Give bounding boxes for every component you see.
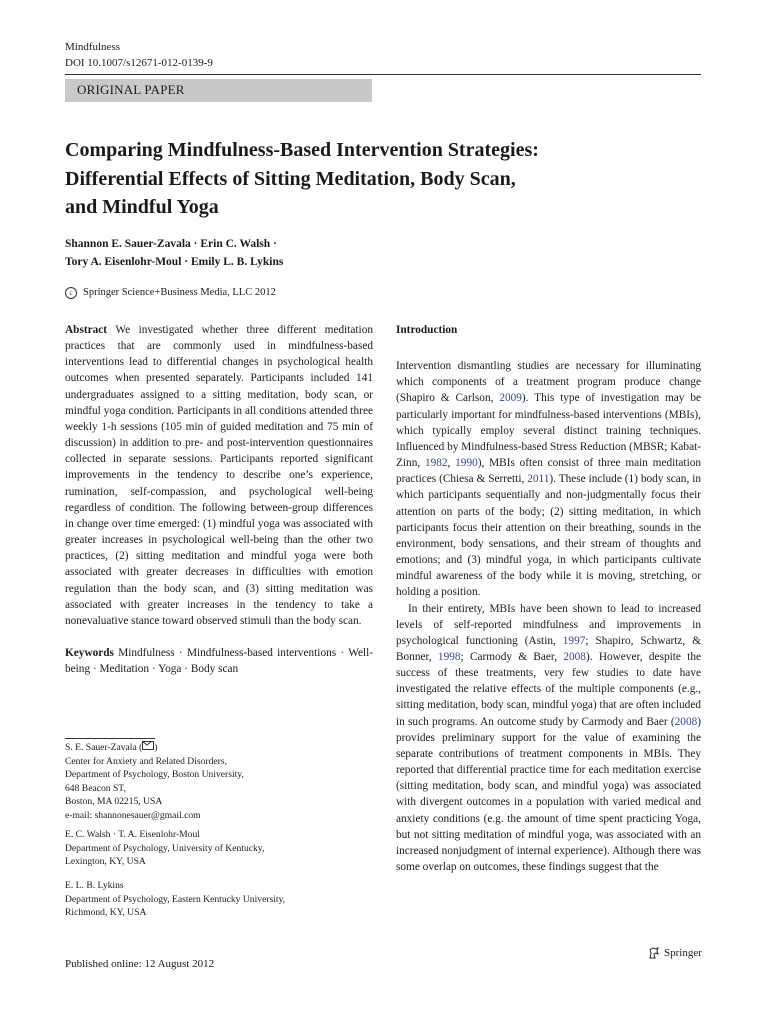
paragraph-text: Intervention dismantling studies are necessary for illuminating which components of a treatment program produce change (Shapiro & Carlson, [396,360,701,405]
affiliation-author: E. L. B. Lykins [65,880,124,891]
affiliation-author [65,741,244,755]
affiliation-block [65,879,285,920]
citation-year-link[interactable]: 2008 [674,715,698,728]
affiliation-line: Boston, MA 02215, USA [65,796,163,808]
citation-year-link[interactable]: 1990 [455,457,478,470]
affiliation-author: E. C. Walsh · T. A. Eisenlohr-Moul [65,829,200,840]
affiliation-line: Center for Anxiety and Related Disorders, [65,755,227,767]
journal-doi: DOI 10.1007/s12671-012-0139-9 [65,57,213,69]
envelope-icon [142,741,154,750]
affiliation-email: e-mail: shannonesauer@gmail.com [65,809,201,821]
citation-year-link[interactable]: 2011 [527,473,550,486]
paragraph-text: ) provides preliminary support for the value of examining the separate contributions of treatment components in MBIs. They reported that differential practice time for each meditation exercise (sitting meditation, body scan, and mindful yoga) was associated with divergent outcomes in a population with varied medical and anxiety conditions (e.g. the amount of time spent practicing Yoga, but not sitting meditation of mindful yoga, was associated with an increased nonjudgment of internal experience). Although there was some overlap on outcomes, these findings suggest that the [396,715,701,873]
affiliation-line: 648 Beacon ST, [65,782,126,794]
affiliation-line: Department of Psychology, University of Kentucky, [65,842,265,854]
paragraph-text: , [447,457,456,470]
author-line: Tory A. Eisenlohr-Moul · Emily L. B. Lykins [65,256,284,268]
citation-year-link[interactable]: 1998 [437,650,461,663]
title-line: Comparing Mindfulness-Based Intervention Strategies: [65,139,539,161]
copyright-notice [65,285,276,301]
paper-title [65,136,665,222]
paragraph-text: ; Carmody & Baer, [460,650,564,663]
intro-paragraph-2 [396,601,701,876]
affiliation-line: Department of Psychology, Boston University, [65,769,244,781]
affiliation-block [65,828,264,869]
right-column [396,322,701,875]
article-type-badge: ORIGINAL PAPER [65,79,372,102]
citation-year-link[interactable]: 1997 [562,634,586,647]
keywords-label: Keywords [65,646,114,659]
abstract-label: Abstract [65,324,108,336]
paragraph-text: ). However, despite the success of these treatments, very few studies to date have investigated the relative effects of the multiple components (e.g., sitting meditation, body scan, mindful yoga) that are often included in such programs. An outcome study by Carmody and Baer ( [396,650,701,728]
abstract-text: We investigated whether three different meditation practices that are commonly used in mindfulness-based interventions lead to differential changes in psychological health outcomes when presented separately. Participants included 141 undergraduates assigned to a sitting meditation, body scan, or mindful yoga condition. Participants in all conditions attended three weekly 1-h sessions (105 min of guided meditation and 75 min of discussion) in addition to pre- and post-intervention questionnaires collected in separate sessions. Participants reported significant improvements in the tendency to describe one’s experience, rumination, self-compassion, and psychological well-being regardless of condition. The following between-group differences in change over time emerged: (1) mindful yoga was associated with greater increases in psychological well-being than the other two practices, (2) sitting meditation and mindful yoga were both associated with greater decreases in difficulties with emotion regulation than the body scan, and (3) sitting meditation was associated with greater increases in the tendency to take a nonevaluative stance toward observed stimuli than the body scan. [65,324,373,627]
affiliation-line: Richmond, KY, USA [65,907,147,919]
author-list [65,235,283,271]
title-line: and Mindful Yoga [65,196,219,218]
title-line: Differential Effects of Sitting Meditation, Body Scan, [65,167,516,190]
paragraph-text: ; Shapiro, Schwartz, & Bonner, [396,634,701,663]
keywords-text: Mindfulness · Mindfulness-based interventions · Well-being · Meditation · Yoga · Body scan [65,646,373,676]
affiliation-block [65,741,244,823]
springer-horse-icon [648,947,660,959]
journal-name: Mindfulness [65,41,120,53]
intro-paragraph-1 [396,358,701,600]
affiliation-rule [65,738,155,739]
paragraph-text: ), MBIs often consist of three main meditation practices (Chiesa & Serretti, [396,457,701,486]
affiliation-name-tail: ) [154,742,158,753]
affiliation-line: Department of Psychology, Eastern Kentucky University, [65,893,286,905]
publisher-logo [648,947,702,959]
affiliation-line: Lexington, KY, USA [65,856,146,868]
paragraph-text: ). This type of investigation may be particularly important for mindfulness-based interventions (MBIs), which typically employ several distinct training techniques. Influenced by Mindfulness-based Stress Reduction (MBSR; Kabat-Zinn, [396,392,701,470]
keywords [65,645,373,677]
section-heading-introduction: Introduction [396,324,458,336]
affiliation-name: S. E. Sauer-Zavala ( [65,742,143,753]
published-date: Published online: 12 August 2012 [65,958,215,970]
copyright-text: Springer Science+Business Media, LLC 2012 [83,287,276,298]
publisher-name: Springer [664,947,702,959]
citation-year-link[interactable]: 2008 [563,650,586,663]
copyright-icon: c [65,287,77,299]
citation-year-link[interactable]: 2009 [499,392,522,405]
paragraph-text: In their entirety, MBIs have been shown to lead to increased levels of self-reported mindfulness and improvements in psychological functioning (Astin, [396,602,701,647]
abstract [65,322,373,629]
journal-header [65,39,213,71]
citation-year-link[interactable]: 1982 [424,457,448,470]
paragraph-text: ). These include (1) body scan, in which participants sequentially and non-judgmentally focus their attention on parts of the body; (2) sitting meditation, in which participants focus their attention on their breathing, sounds in the environment, body sensations, and their stream of thoughts and emotions; and (3) mindful yoga, in which participants cultivate mindful awareness of the body while it is moving, stretching, or holding a position. [396,473,701,599]
author-line: Shannon E. Sauer-Zavala · Erin C. Walsh · [65,238,277,250]
header-rule [65,74,701,75]
left-column [65,322,373,677]
